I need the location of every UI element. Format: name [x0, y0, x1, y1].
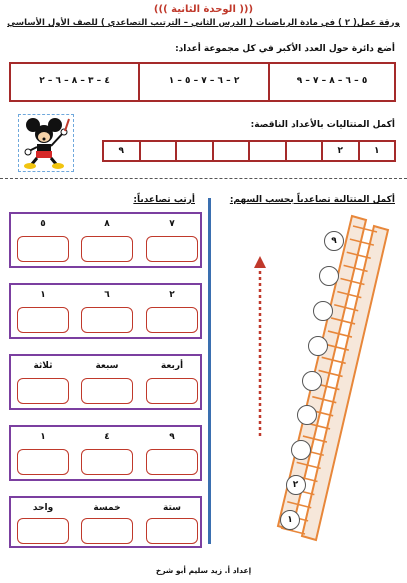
- sort-item: ١: [40, 432, 46, 442]
- sort-item: ٦: [104, 290, 110, 300]
- sequence-cell[interactable]: [175, 140, 214, 162]
- sort-item: ستة: [163, 503, 181, 513]
- answer-box[interactable]: [81, 378, 133, 404]
- ladder-circles: [220, 208, 400, 546]
- q4-instruction: أكمل المتتالية تصاعدياً بحسب السهم:: [229, 195, 395, 205]
- unit-title: ((( الوحدة الثانية ))): [153, 4, 254, 15]
- sort-item: ثلاثة: [33, 361, 53, 371]
- number-group-2[interactable]: [138, 62, 270, 102]
- ladder-circle[interactable]: [302, 371, 322, 391]
- sort-group-1: [9, 212, 202, 268]
- ladder-circle[interactable]: [319, 266, 339, 286]
- answer-box[interactable]: [17, 236, 69, 262]
- sort-item: ٨: [104, 219, 110, 229]
- ladder-circle[interactable]: [291, 440, 311, 460]
- answer-box[interactable]: [17, 449, 69, 475]
- ladder-circle[interactable]: [280, 510, 300, 530]
- sequence-cell[interactable]: ٩: [102, 140, 141, 162]
- ladder-circle[interactable]: [324, 231, 344, 251]
- sequence-cell[interactable]: ١: [358, 140, 397, 162]
- sort-item: خمسة: [93, 503, 121, 513]
- sort-group-5: [9, 496, 202, 548]
- ladder-circle[interactable]: [286, 475, 306, 495]
- number-group-3[interactable]: [9, 62, 140, 102]
- q2-instruction: أكمل المتتاليات بالأعداد الناقصة:: [250, 120, 395, 130]
- sort-group-2: [9, 283, 202, 339]
- ladder-circle-label: ٢: [292, 480, 299, 491]
- answer-box[interactable]: [81, 449, 133, 475]
- sort-group-3: [9, 354, 202, 410]
- number-group-1[interactable]: [268, 62, 396, 102]
- answer-box[interactable]: [146, 378, 198, 404]
- answer-box[interactable]: [146, 518, 198, 544]
- sort-item: ٥: [40, 219, 46, 229]
- answer-box[interactable]: [17, 378, 69, 404]
- sequence-cell[interactable]: [248, 140, 287, 162]
- sort-item: ١: [40, 290, 46, 300]
- answer-box[interactable]: [146, 307, 198, 333]
- number-group-text: ٥ – ٦ – ٨ – ٧ – ٩: [296, 76, 368, 86]
- sequence-cell[interactable]: [285, 140, 324, 162]
- sequence-cell[interactable]: [139, 140, 178, 162]
- sort-item: ٢: [169, 290, 175, 300]
- footer-author: إعداد أ. زيد سليم أبو شرخ: [155, 566, 252, 575]
- sequence-cell[interactable]: [212, 140, 251, 162]
- answer-box[interactable]: [81, 236, 133, 262]
- q3-instruction: أرتب تصاعدياً:: [133, 195, 195, 205]
- sort-item: واحد: [32, 503, 54, 513]
- sort-item: ٤: [104, 432, 110, 442]
- sort-item: ٩: [169, 432, 175, 442]
- answer-box[interactable]: [81, 307, 133, 333]
- sort-item: ٧: [169, 219, 175, 229]
- sort-item: سبعة: [95, 361, 119, 371]
- answer-box[interactable]: [146, 449, 198, 475]
- answer-box[interactable]: [17, 518, 69, 544]
- sort-item: أربعة: [160, 361, 184, 371]
- mickey-illustration: [18, 114, 74, 172]
- ladder-circle-label: ٩: [331, 236, 337, 246]
- answer-box[interactable]: [146, 236, 198, 262]
- number-group-text: ٤ – ٣ – ٨ – ٦ – ٢: [39, 76, 110, 86]
- sort-group-4: [9, 425, 202, 481]
- ladder-circle[interactable]: [313, 301, 333, 321]
- q1-instruction: أضع دائرة حول العدد الأكبر في كل مجموعة أعداد:: [175, 44, 395, 54]
- worksheet-title: ورقة عمل( ٢ ) في مادة الرياضيات ( الدرس الثاني – الترتيب التصاعدي ) للصف الأول الأساسي: [7, 18, 400, 28]
- ladder-circle[interactable]: [308, 336, 328, 356]
- number-group-text: ٢ – ٦ – ٧ – ٥ – ١: [168, 76, 240, 86]
- vertical-divider: [208, 198, 211, 544]
- answer-box[interactable]: [81, 518, 133, 544]
- sequence-cell[interactable]: ٢: [321, 140, 360, 162]
- answer-box[interactable]: [17, 307, 69, 333]
- sequence-cells: [104, 140, 396, 162]
- ladder-circle-label: ١: [287, 515, 293, 525]
- section-divider: [0, 178, 407, 179]
- ladder-circle[interactable]: [297, 405, 317, 425]
